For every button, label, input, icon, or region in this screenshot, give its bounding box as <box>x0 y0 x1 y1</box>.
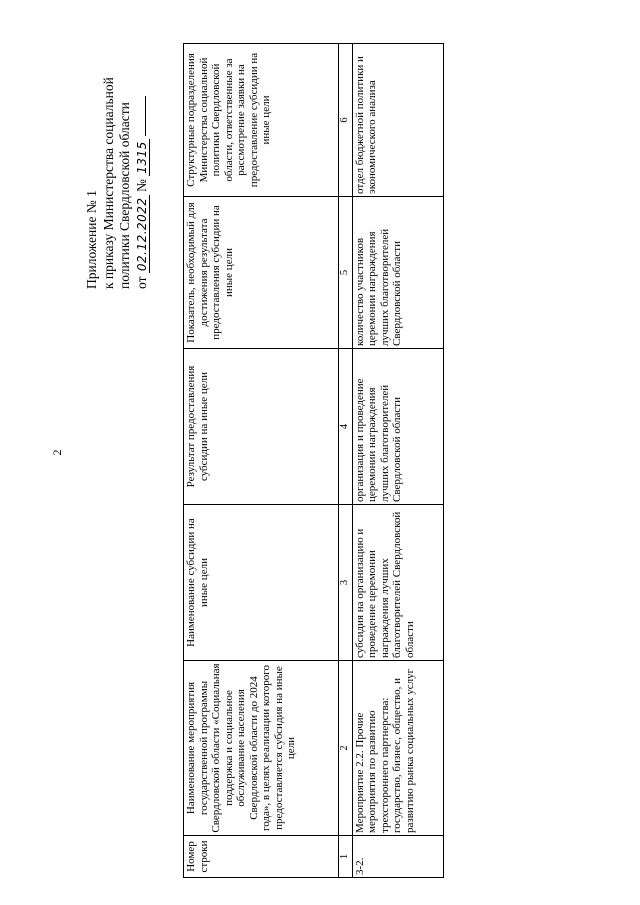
appendix-order-ref: к приказу Министерства социальной <box>100 77 116 289</box>
column-header-result: Результат предоставления субсидии на иные цели <box>184 349 339 505</box>
event-cell: Мероприятие 2.2. Прочие мероприятия по развитию трехстороннего партнерства: государство, бизнес, общество, и развитию рынка социальных услуг <box>352 661 443 836</box>
indicator-cell: количество участников церемонии награждения лучших благотворителей Свердловской области <box>352 197 443 349</box>
subsidy-cell: субсидия на организацию и проведение церемонии награждения лучших благотворителей Свердловской области <box>352 505 443 661</box>
column-numbers-row <box>339 44 353 878</box>
column-number: 2 <box>339 661 353 836</box>
order-date: 02.12.2022 <box>134 197 149 272</box>
column-number: 3 <box>339 505 353 661</box>
column-header-subsidy-name: Наименование субсидии на иные цели <box>184 505 339 661</box>
column-header-event: Наименование мероприятия государственной программы Свердловской области «Социальная поддержка и социальное обслуживание населения Свердловской области до 2024 года», в целях реализации которого предоставляется субсидия на иные цели <box>184 661 339 836</box>
column-number: 4 <box>339 349 353 505</box>
appendix-title: Приложение № 1 <box>84 190 99 289</box>
appendix-header <box>84 9 150 289</box>
page-number: 2 <box>50 449 64 456</box>
number-prefix: № <box>133 179 149 193</box>
appendix-ministry: политики Свердловской области <box>117 102 132 289</box>
table-row <box>352 44 443 878</box>
table-header-row <box>184 44 339 878</box>
order-date-number <box>134 9 151 289</box>
result-cell: организация и проведение церемонии награждения лучших благотворителей Свердловской области <box>352 349 443 505</box>
column-number: 5 <box>339 197 353 349</box>
department-cell: отдел бюджетной политики и экономического анализа <box>352 44 443 197</box>
row-number-cell: 3-2. <box>352 836 443 878</box>
column-number: 6 <box>339 44 353 197</box>
column-number: 1 <box>339 836 353 878</box>
column-header-department: Структурные подразделения Министерства социальной политики Свердловской области, ответственные за рассмотрение заявки на предоставление субсидии на иные цели <box>184 44 339 197</box>
date-prefix: от <box>133 276 149 289</box>
underline-blank <box>145 96 146 136</box>
subsidy-table <box>183 43 444 878</box>
column-header-row-number: Номер строки <box>184 836 339 878</box>
order-number: 1315 <box>134 141 149 174</box>
column-header-indicator: Показатель, необходимый для достижения результата предоставления субсидии на иные цели <box>184 197 339 349</box>
